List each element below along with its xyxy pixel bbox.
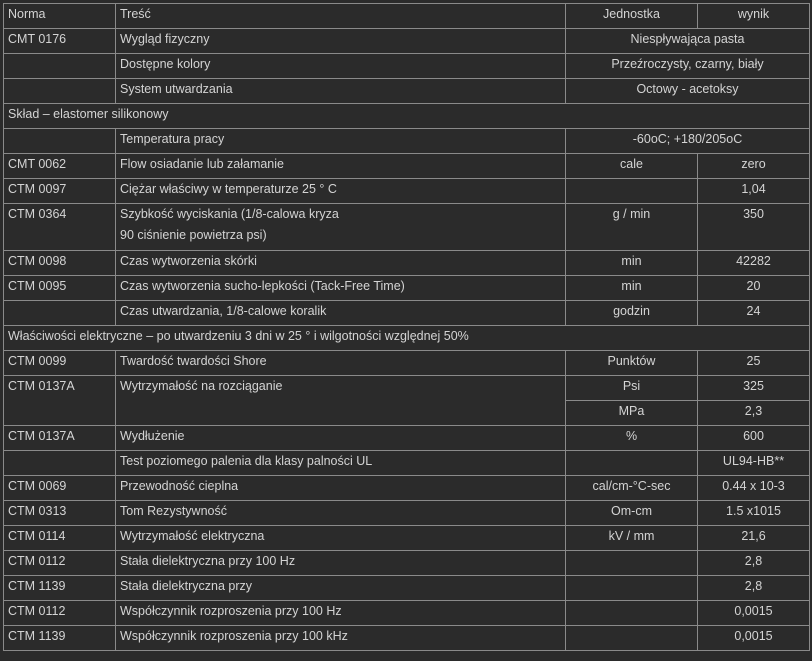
wynik-cell: 24	[698, 301, 810, 326]
wynik-cell: 25	[698, 351, 810, 376]
tresc-cell: System utwardzania	[116, 79, 566, 104]
jednostka-cell: Om-cm	[566, 501, 698, 526]
table-row	[4, 79, 810, 104]
tresc-cell: Temperatura pracy	[116, 129, 566, 154]
wynik-cell: zero	[698, 154, 810, 179]
tresc-cell: Czas wytworzenia sucho-lepkości (Tack-Free Time)	[116, 276, 566, 301]
norma-cell: CTM 0114	[4, 526, 116, 551]
merged-value-cell: Przeźroczysty, czarny, biały	[566, 54, 810, 79]
table-row	[4, 501, 810, 526]
table-row	[4, 204, 810, 251]
norma-cell	[4, 129, 116, 154]
wynik-cell: 1.5 x1015	[698, 501, 810, 526]
wynik-cell: 0,0015	[698, 626, 810, 651]
table-row	[4, 551, 810, 576]
table-row	[4, 526, 810, 551]
wynik-cell: 0.44 x 10-3	[698, 476, 810, 501]
jednostka-cell: cal/cm-°C-sec	[566, 476, 698, 501]
tresc-cell: Przewodność cieplna	[116, 476, 566, 501]
table-row	[4, 351, 810, 376]
wynik-cell: 2,8	[698, 551, 810, 576]
tresc-cell: Czas utwardzania, 1/8-calowe koralik	[116, 301, 566, 326]
tresc-line-1: Szybkość wyciskania (1/8-calowa kryza	[120, 207, 339, 221]
norma-cell	[4, 451, 116, 476]
norma-cell: CTM 1139	[4, 576, 116, 601]
header-row	[4, 4, 810, 29]
norma-cell: CTM 0095	[4, 276, 116, 301]
merged-value-cell: Niespływająca pasta	[566, 29, 810, 54]
tresc-cell: Tom Rezystywność	[116, 501, 566, 526]
tresc-cell: Twardość twardości Shore	[116, 351, 566, 376]
section-row	[4, 326, 810, 351]
norma-cell: CTM 0112	[4, 601, 116, 626]
wynik-cell: 350	[698, 204, 810, 251]
norma-cell: CMT 0176	[4, 29, 116, 54]
wynik-cell: 600	[698, 426, 810, 451]
jednostka-cell: g / min	[566, 204, 698, 251]
norma-cell: CTM 0098	[4, 251, 116, 276]
header-wynik: wynik	[698, 4, 810, 29]
tresc-cell: Czas wytworzenia skórki	[116, 251, 566, 276]
wynik-cell: 325	[698, 376, 810, 401]
norma-cell: CTM 0112	[4, 551, 116, 576]
jednostka-cell: MPa	[566, 401, 698, 426]
tresc-cell: Stała dielektryczna przy	[116, 576, 566, 601]
table-row	[4, 129, 810, 154]
jednostka-cell: godzin	[566, 301, 698, 326]
norma-cell: CTM 0137A	[4, 426, 116, 451]
header-jednostka: Jednostka	[566, 4, 698, 29]
wynik-cell: 42282	[698, 251, 810, 276]
tresc-cell: Współczynnik rozproszenia przy 100 kHz	[116, 626, 566, 651]
header-tresc: Treść	[116, 4, 566, 29]
jednostka-cell: cale	[566, 154, 698, 179]
table-row	[4, 154, 810, 179]
table-row	[4, 376, 810, 401]
table-row	[4, 601, 810, 626]
tresc-cell: Dostępne kolory	[116, 54, 566, 79]
norma-cell: CTM 0099	[4, 351, 116, 376]
wynik-cell: 2,3	[698, 401, 810, 426]
wynik-cell: 20	[698, 276, 810, 301]
section-row	[4, 104, 810, 129]
norma-cell: CTM 0097	[4, 179, 116, 204]
table-row	[4, 451, 810, 476]
merged-value-cell: Octowy - acetoksy	[566, 79, 810, 104]
jednostka-cell	[566, 551, 698, 576]
table-row	[4, 54, 810, 79]
section-title: Właściwości elektryczne – po utwardzeniu 3 dni w 25 ° i wilgotności względnej 50%	[4, 326, 810, 351]
table-row	[4, 476, 810, 501]
tresc-cell: Współczynnik rozproszenia przy 100 Hz	[116, 601, 566, 626]
tresc-cell: Wygląd fizyczny	[116, 29, 566, 54]
norma-cell	[4, 79, 116, 104]
norma-cell: CTM 0069	[4, 476, 116, 501]
section-title: Skład – elastomer silikonowy	[4, 104, 810, 129]
jednostka-cell	[566, 626, 698, 651]
wynik-cell: 0,0015	[698, 601, 810, 626]
jednostka-cell: %	[566, 426, 698, 451]
norma-cell: CMT 0062	[4, 154, 116, 179]
wynik-cell: UL94-HB**	[698, 451, 810, 476]
wynik-cell: 21,6	[698, 526, 810, 551]
header-norma: Norma	[4, 4, 116, 29]
table-row	[4, 251, 810, 276]
jednostka-cell	[566, 451, 698, 476]
jednostka-cell: min	[566, 251, 698, 276]
tresc-cell: Wytrzymałość na rozciąganie	[116, 376, 566, 426]
wynik-cell: 1,04	[698, 179, 810, 204]
jednostka-cell: min	[566, 276, 698, 301]
jednostka-cell	[566, 576, 698, 601]
jednostka-cell: kV / mm	[566, 526, 698, 551]
wynik-cell: 2,8	[698, 576, 810, 601]
table-row	[4, 29, 810, 54]
norma-cell: CTM 1139	[4, 626, 116, 651]
norma-cell	[4, 54, 116, 79]
tresc-cell: Wytrzymałość elektryczna	[116, 526, 566, 551]
tresc-cell: Wydłużenie	[116, 426, 566, 451]
tresc-cell: Ciężar właściwy w temperaturze 25 ° C	[116, 179, 566, 204]
table-row	[4, 426, 810, 451]
norma-cell	[4, 301, 116, 326]
table-row	[4, 179, 810, 204]
tresc-line-2: 90 ciśnienie powietrza psi)	[120, 228, 267, 242]
tresc-cell: Flow osiadanie lub załamanie	[116, 154, 566, 179]
jednostka-cell	[566, 179, 698, 204]
tresc-cell: Test poziomego palenia dla klasy palności UL	[116, 451, 566, 476]
jednostka-cell	[566, 601, 698, 626]
spec-table	[3, 3, 810, 651]
table-row	[4, 276, 810, 301]
norma-cell: CTM 0313	[4, 501, 116, 526]
merged-value-cell: -60oC; +180/205oC	[566, 129, 810, 154]
table-row	[4, 301, 810, 326]
table-row	[4, 626, 810, 651]
norma-cell: CTM 0364	[4, 204, 116, 251]
tresc-cell: Stała dielektryczna przy 100 Hz	[116, 551, 566, 576]
tresc-cell	[116, 204, 566, 251]
table-row	[4, 576, 810, 601]
norma-cell: CTM 0137A	[4, 376, 116, 426]
jednostka-cell: Punktów	[566, 351, 698, 376]
jednostka-cell: Psi	[566, 376, 698, 401]
